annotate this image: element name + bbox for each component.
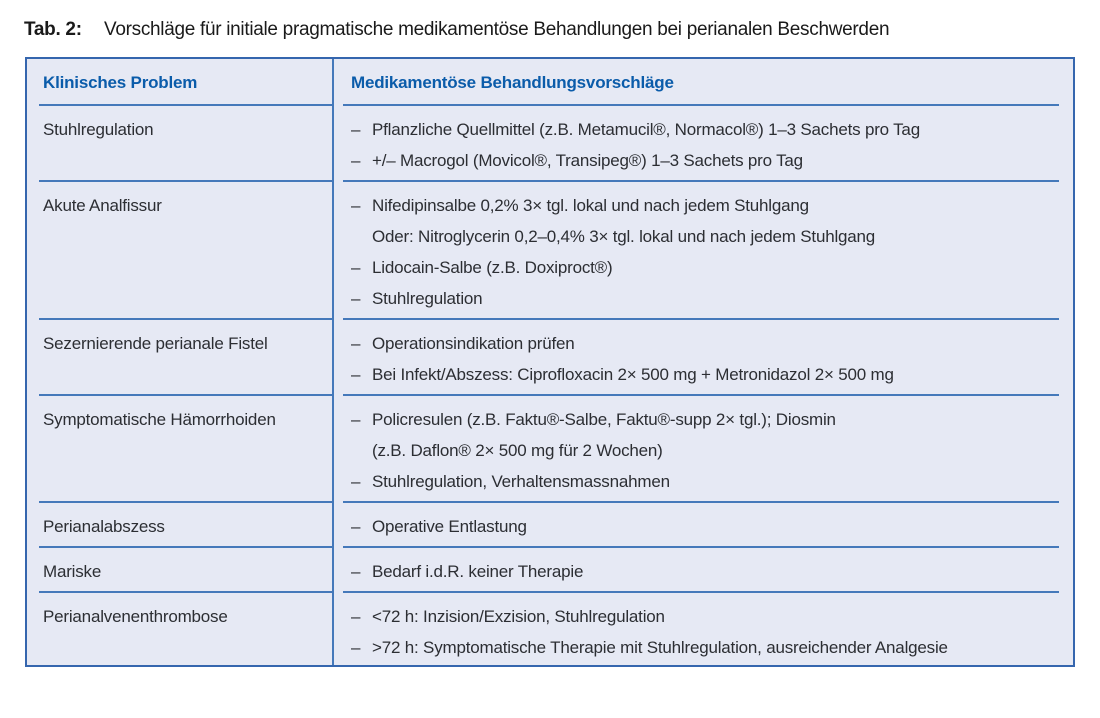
treatment-text: Pflanzliche Quellmittel (z.B. Metamucil®, Normacol®) 1–3 Sachets pro Tag [372, 120, 920, 139]
treatment-text: Stuhlregulation, Verhaltensmassnahmen [372, 472, 670, 491]
treatment-text: >72 h: Symptomatische Therapie mit Stuhlregulation, ausreichender Analgesie [372, 638, 948, 657]
treatments-cell [334, 182, 1073, 318]
problem-cell: Mariske [43, 562, 102, 581]
treatment-text: Bei Infekt/Abszess: Ciprofloxacin 2× 500 mg + Metronidazol 2× 500 mg [372, 365, 894, 384]
treatment-line [351, 145, 1065, 176]
treatment-line [351, 404, 1065, 435]
bullet-dash: – [351, 289, 361, 308]
column-divider [332, 59, 334, 665]
bullet-dash: – [351, 607, 361, 626]
treatments-cell [334, 396, 1073, 501]
problem-cell: Perianalabszess [43, 517, 165, 536]
treatment-line [351, 556, 1065, 587]
bullet-dash: – [351, 334, 361, 353]
problem-cell: Stuhlregulation [43, 120, 154, 139]
treatments-cell [334, 548, 1073, 591]
bullet-dash: – [351, 120, 361, 139]
treatment-text: Stuhlregulation [372, 289, 483, 308]
table-header-row [27, 59, 1073, 104]
treatment-text: +/– Macrogol (Movicol®, Transipeg®) 1–3 Sachets pro Tag [372, 151, 803, 170]
treatment-text: <72 h: Inzision/Exzision, Stuhlregulation [372, 607, 665, 626]
table-caption-label: Tab. 2: [24, 19, 82, 40]
table-rows [27, 106, 1073, 667]
treatment-text: (z.B. Daflon® 2× 500 mg für 2 Wochen) [372, 441, 663, 460]
header-klinisches-problem: Klinisches Problem [43, 73, 198, 92]
bullet-dash: – [351, 196, 361, 215]
bullet-dash [351, 221, 372, 252]
table-row [27, 593, 1073, 667]
treatment-line [351, 114, 1065, 145]
treatment-line [351, 221, 1065, 252]
treatment-line [351, 601, 1065, 632]
bullet-dash: – [351, 258, 361, 277]
table-row [27, 396, 1073, 501]
table-row [27, 548, 1073, 591]
bullet-dash: – [351, 472, 361, 491]
table-row [27, 503, 1073, 546]
treatment-line [351, 466, 1065, 497]
table-caption-text: Vorschläge für initiale pragmatische medikamentöse Behandlungen bei perianalen Beschwerden [104, 19, 890, 40]
treatments-cell [334, 593, 1073, 667]
problem-cell: Perianalvenenthrombose [43, 607, 228, 626]
bullet-dash: – [351, 365, 361, 384]
table-row [27, 182, 1073, 318]
bullet-dash: – [351, 638, 361, 657]
treatment-line [351, 190, 1065, 221]
table-caption [24, 16, 1076, 43]
bullet-dash: – [351, 517, 361, 536]
treatment-text: Lidocain-Salbe (z.B. Doxiproct®) [372, 258, 613, 277]
treatment-line [351, 632, 1065, 663]
table-row [27, 106, 1073, 180]
bullet-dash: – [351, 151, 361, 170]
bullet-dash: – [351, 562, 361, 581]
treatment-line [351, 328, 1065, 359]
treatment-text: Policresulen (z.B. Faktu®-Salbe, Faktu®-supp 2× tgl.); Diosmin [372, 410, 836, 429]
treatment-table [25, 57, 1075, 667]
document-page [0, 16, 1100, 718]
treatments-cell [334, 106, 1073, 180]
treatment-text: Bedarf i.d.R. keiner Therapie [372, 562, 584, 581]
treatment-text: Oder: Nitroglycerin 0,2–0,4% 3× tgl. lokal und nach jedem Stuhlgang [372, 227, 876, 246]
problem-cell: Symptomatische Hämorrhoiden [43, 410, 276, 429]
treatment-text: Nifedipinsalbe 0,2% 3× tgl. lokal und nach jedem Stuhlgang [372, 196, 809, 215]
treatment-line [351, 435, 1065, 466]
treatment-line [351, 283, 1065, 314]
treatment-line [351, 511, 1065, 542]
header-behandlungsvorschlaege: Medikamentöse Behandlungsvorschläge [351, 73, 674, 92]
treatment-text: Operative Entlastung [372, 517, 527, 536]
bullet-dash [351, 435, 372, 466]
problem-cell: Sezernierende perianale Fistel [43, 334, 268, 353]
treatment-line [351, 252, 1065, 283]
table-row [27, 320, 1073, 394]
treatment-text: Operationsindikation prüfen [372, 334, 575, 353]
treatments-cell [334, 320, 1073, 394]
problem-cell: Akute Analfissur [43, 196, 162, 215]
bullet-dash: – [351, 410, 361, 429]
treatment-line [351, 359, 1065, 390]
treatments-cell [334, 503, 1073, 546]
